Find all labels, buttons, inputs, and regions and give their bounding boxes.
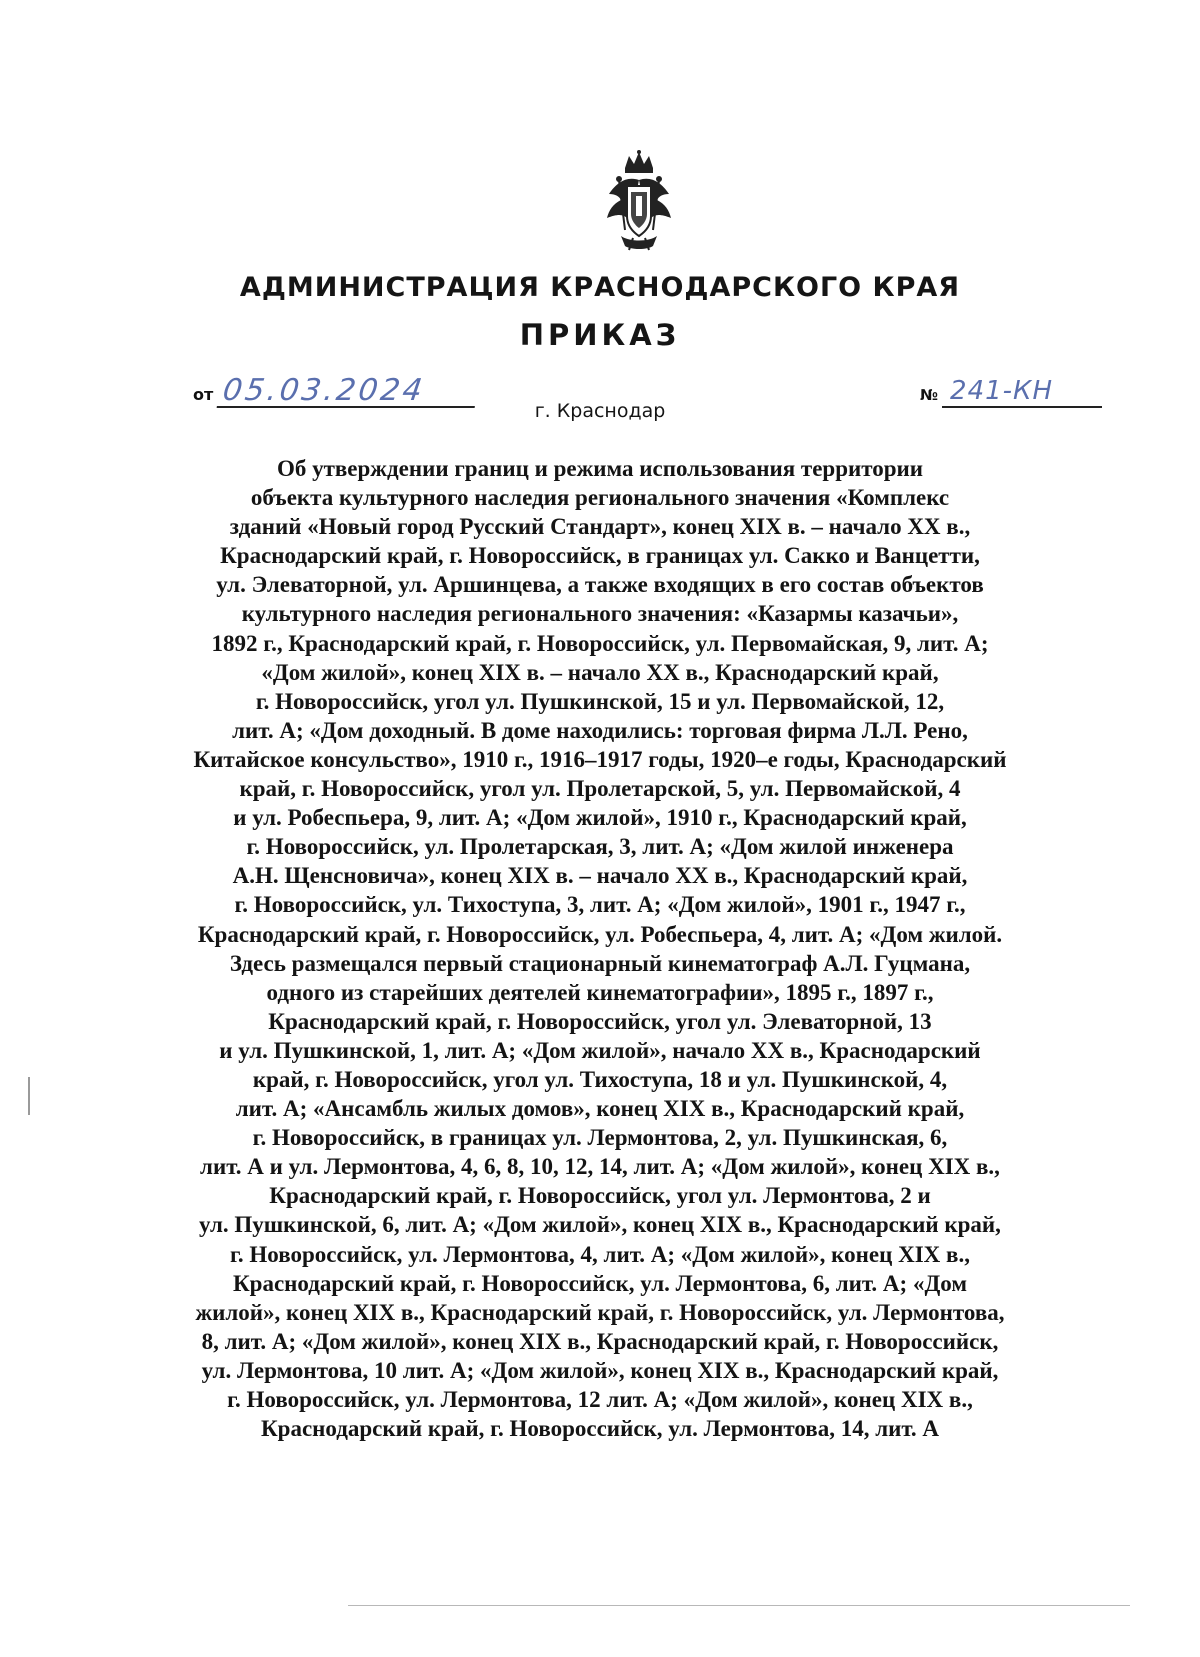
- title-line: Краснодарский край, г. Новороссийск, угол ул. Элеваторной, 13: [268, 1008, 932, 1034]
- bottom-rule: [348, 1605, 1130, 1606]
- number-prefix: №: [920, 386, 939, 404]
- title-line: культурного наследия регионального значения: «Казармы казачьи»,: [241, 601, 959, 627]
- title-line: край, г. Новороссийск, угол ул. Пролетарской, 5, ул. Первомайской, 4: [239, 776, 961, 802]
- title-line: г. Новороссийск, ул. Тихоступа, 3, лит. А; «Дом жилой», 1901 г., 1947 г.,: [234, 892, 966, 918]
- title-line: и ул. Пушкинской, 1, лит. А; «Дом жилой», начало XX в., Краснодарский: [219, 1037, 981, 1063]
- title-line: Краснодарский край, г. Новороссийск, ул. Лермонтова, 6, лит. А; «Дом: [232, 1270, 968, 1296]
- title-line: Здесь размещался первый стационарный кинематограф А.Л. Гуцмана,: [229, 950, 971, 976]
- number-handwritten: 241-КН: [942, 374, 1102, 408]
- title-line: г. Новороссийск, ул. Лермонтова, 12 лит. А; «Дом жилой», конец XIX в.,: [227, 1387, 973, 1412]
- title-line: 1892 г., Краснодарский край, г. Новороссийск, ул. Первомайская, 9, лит. А;: [211, 630, 989, 656]
- title-line: ул. Пушкинской, 6, лит. А; «Дом жилой», конец XIX в., Краснодарский край,: [199, 1212, 1001, 1238]
- document-title: [180, 454, 1020, 1443]
- title-line: жилой», конец XIX в., Краснодарский край, г. Новороссийск, ул. Лермонтова,: [195, 1299, 1005, 1325]
- title-line: г. Новороссийск, ул. Пролетарская, 3, лит. А; «Дом жилой инженера: [246, 834, 954, 860]
- title-line: Об утверждении границ и режима использования территории: [276, 456, 924, 481]
- title-line: А.Н. Щенсновича», конец XIX в. – начало XX в., Краснодарский край,: [232, 863, 968, 889]
- title-line: Краснодарский край, г. Новороссийск, в границах ул. Сакко и Ванцетти,: [220, 543, 980, 569]
- title-line: ул. Элеваторной, ул. Аршинцева, а также входящих в его состав объектов: [216, 572, 984, 598]
- title-line: Краснодарский край, г. Новороссийск, угол ул. Лермонтова, 2 и: [269, 1183, 931, 1209]
- title-line: Краснодарский край, г. Новороссийск, ул. Лермонтова, 14, лит. А: [260, 1416, 940, 1442]
- title-line: ул. Лермонтова, 10 лит. А; «Дом жилой», конец XIX в., Краснодарский край,: [201, 1357, 999, 1383]
- title-line: г. Новороссийск, угол ул. Пушкинской, 15 и ул. Первомайской, 12,: [255, 688, 945, 714]
- date-prefix: от: [193, 385, 214, 404]
- title-line: лит. А; «Дом доходный. В доме находились: торговая фирма Л.Л. Рено,: [232, 717, 968, 743]
- title-line: одного из старейших деятелей кинематографии», 1895 г., 1897 г.,: [266, 979, 934, 1005]
- title-line: г. Новороссийск, ул. Лермонтова, 4, лит. А; «Дом жилой», конец XIX в.,: [230, 1241, 970, 1267]
- city: г. Краснодар: [534, 400, 666, 422]
- title-line: г. Новороссийск, в границах ул. Лермонтова, 2, ул. Пушкинская, 6,: [252, 1125, 948, 1151]
- date-handwritten: 05.03.2024: [217, 374, 480, 408]
- title-line: лит. А; «Ансамбль жилых домов», конец XIX в., Краснодарский край,: [235, 1096, 965, 1122]
- title-line: Китайское консульство», 1910 г., 1916–1917 годы, 1920–е годы, Краснодарский: [193, 746, 1007, 772]
- title-line: 8, лит. А; «Дом жилой», конец XIX в., Краснодарский край, г. Новороссийск,: [201, 1328, 999, 1354]
- title-line: и ул. Робеспьера, 9, лит. А; «Дом жилой», 1910 г., Краснодарский край,: [233, 805, 967, 831]
- coat-of-arms-icon: [603, 150, 675, 252]
- organization-name: АДМИНИСТРАЦИЯ КРАСНОДАРСКОГО КРАЯ: [239, 272, 961, 303]
- title-line: «Дом жилой», конец XIX в. – начало XX в., Краснодарский край,: [261, 659, 939, 685]
- document-type: ПРИКАЗ: [519, 318, 681, 352]
- title-line: лит. А и ул. Лермонтова, 4, 6, 8, 10, 12, 14, лит. А; «Дом жилой», конец XIX в.,: [200, 1154, 1000, 1180]
- margin-mark: [28, 1077, 30, 1115]
- title-line: край, г. Новороссийск, угол ул. Тихоступа, 18 и ул. Пушкинской, 4,: [252, 1066, 948, 1092]
- title-line: зданий «Новый город Русский Стандарт», конец XIX в. – начало XX в.,: [229, 514, 971, 540]
- title-line: объекта культурного наследия регионального значения «Комплекс: [250, 485, 950, 511]
- title-line: Краснодарский край, г. Новороссийск, ул. Робеспьера, 4, лит. А; «Дом жилой.: [197, 921, 1003, 947]
